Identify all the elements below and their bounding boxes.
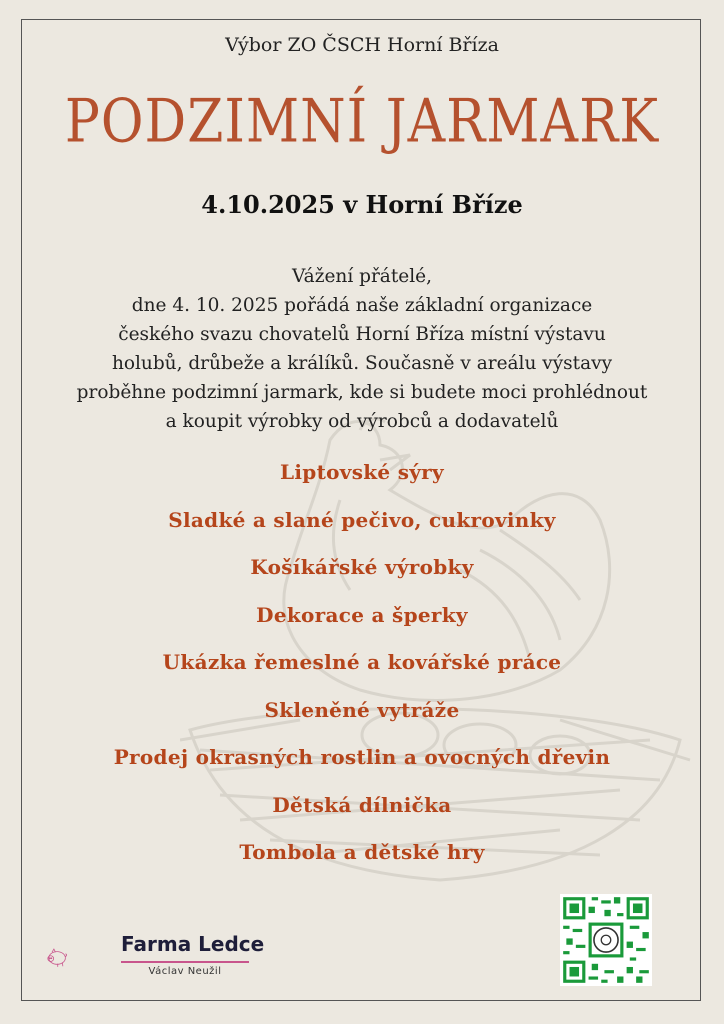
sponsor-divider	[121, 961, 249, 963]
offer-list	[0, 456, 724, 884]
qr-code-icon[interactable]	[560, 894, 652, 986]
intro-line: českého svazu chovatelů Horní Bříza místní výstavu	[118, 324, 606, 345]
offer-item: Prodej okrasných rostlin a ovocných dřevin	[113, 745, 611, 769]
pig-icon	[45, 922, 115, 992]
offer-item: Tombola a dětské hry	[239, 840, 485, 864]
offer-item: Ukázka řemeslné a kovářské práce	[162, 650, 562, 674]
organizer-line: Výbor ZO ČSCH Horní Bříza	[225, 34, 499, 56]
offer-item: Dětská dílnička	[272, 792, 452, 817]
intro-text	[0, 262, 724, 436]
event-date-place: 4.10.2025 v Horní Bříze	[201, 190, 523, 219]
intro-line: dne 4. 10. 2025 pořádá naše základní organizace	[131, 295, 593, 316]
offer-item: Liptovské sýry	[280, 460, 444, 484]
sponsor-name: Farma Ledce	[121, 932, 265, 956]
intro-line: proběhne podzimní jarmark, kde si budete moci prohlédnout	[76, 382, 648, 403]
offer-item: Košíkářské výrobky	[250, 555, 474, 579]
offer-item: Sladké a slané pečivo, cukrovinky	[168, 507, 556, 532]
intro-line: a koupit výrobky od výrobců a dodavatelů	[165, 411, 559, 432]
page-title: PODZIMNÍ JARMARK	[64, 87, 660, 157]
intro-line: Vážení přátelé,	[292, 266, 432, 287]
intro-line: holubů, drůbeže a králíků. Současně v areálu výstavy	[111, 353, 613, 374]
offer-item: Dekorace a šperky	[256, 602, 468, 627]
sponsor-owner: Václav Neužil	[148, 966, 222, 977]
offer-item: Skleněné vytráže	[264, 697, 460, 722]
